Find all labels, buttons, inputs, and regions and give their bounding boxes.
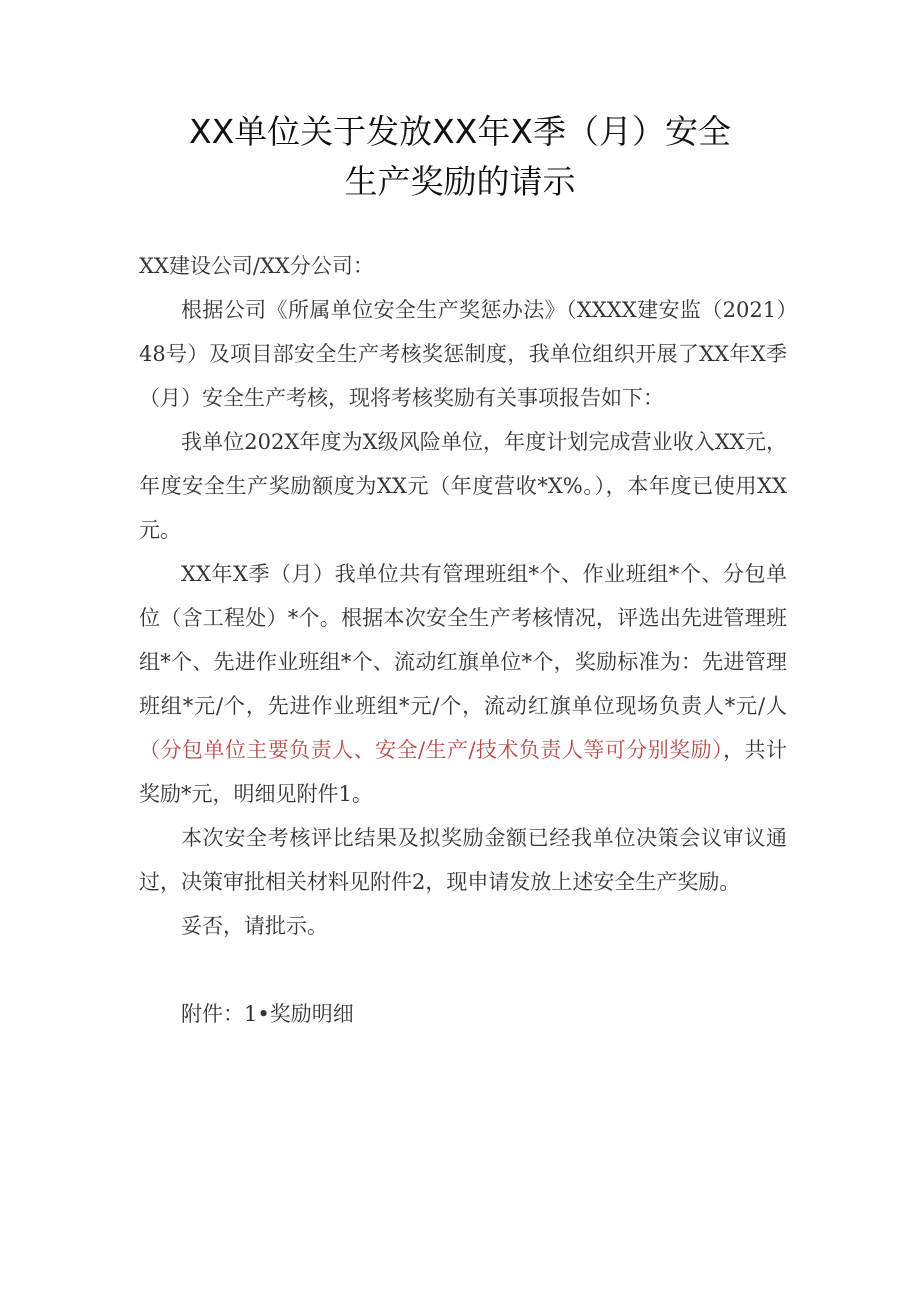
paragraph-reward-details [139,552,787,816]
reward-details-text: XX年X季（月）我单位共有管理班组*个、作业班组*个、分包单位（含工程处）*个。根据本次安全生产考核情况，评选出先进管理班组*个、先进作业班组*个、流动红旗单位*个，奖励标准为：先进管理班组*元/个，先进作业班组*元/个，流动红旗单位现场负责人*元/人 [139,562,787,718]
attachment-line: 附件：1•奖励明细 [181,1002,354,1026]
document-title-line1: XX单位关于发放XX年X季（月）安全 [188,112,732,151]
reward-details-total: ，共计奖励*元，明细见附件1。 [139,738,788,806]
addressee: XX建设公司/XX分公司： [139,254,374,278]
reward-note-highlight: （分包单位主要负责人、安全/生产/技术负责人等可分别奖励） [139,738,724,762]
paragraph-background: 根据公司《所属单位安全生产奖惩办法》（XXXX建安监（2021）48号）及项目部安全生产考核奖惩制度，我单位组织开展了XX年X季（月）安全生产考核，现将考核奖励有关事项报告如下： [139,298,787,410]
paragraph-request: 妥否，请批示。 [181,914,328,938]
document-title-line2: 生产奖励的请示 [344,162,576,201]
paragraph-annual-budget: 我单位202X年度为X级风险单位，年度计划完成营业收入XX元，年度安全生产奖励额度为XX元（年度营收*X%。），本年度已使用XX元。 [139,430,787,542]
document-body [139,244,787,1036]
paragraph-approval: 本次安全考核评比结果及拟奖励金额已经我单位决策会议审议通过，决策审批相关材料见附件2，现申请发放上述安全生产奖励。 [139,826,787,894]
